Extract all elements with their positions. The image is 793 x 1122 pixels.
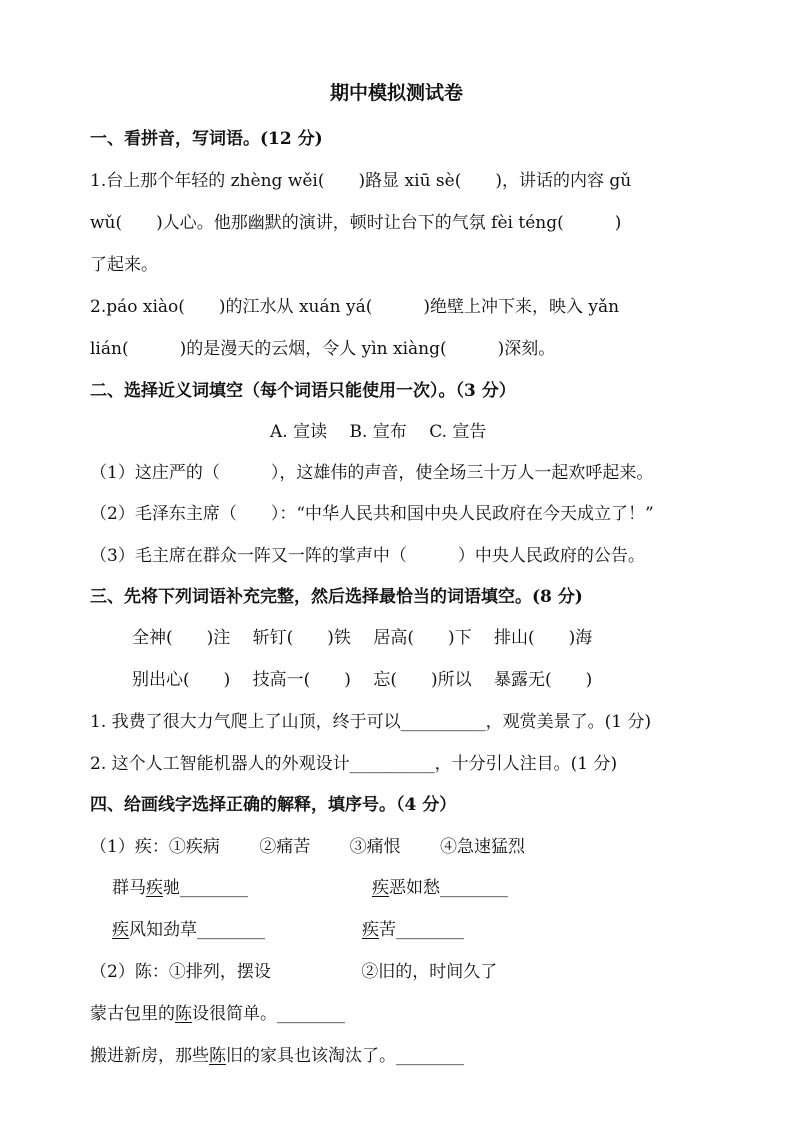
underlined-char: 陈 — [209, 1046, 226, 1066]
section-4-heading: 四、给画线字选择正确的解释，填序号。（4 分） — [90, 795, 457, 815]
s3-words-row-2: 别出心( ) 技高一( ) 忘( )所以 暴露无( ) — [132, 670, 593, 690]
s4-item-a: 群马疾驰________ — [112, 878, 248, 898]
s4-part-2-options: （2）陈：①排列，摆设 ②旧的，时间久了 — [90, 962, 498, 982]
s4-item-c: 疾风知劲草________ — [112, 920, 265, 940]
s1-line-4: 2.páo xiào( )的江水从 xuán yá( )绝壁上冲下来，映入 yǎn — [90, 297, 620, 317]
s3-question-1: 1. 我费了很大力气爬上了山顶，终于可以__________，观赏美景了。(1 分) — [90, 712, 652, 732]
underlined-char: 疾 — [372, 878, 389, 898]
underlined-char: 疾 — [112, 920, 129, 940]
s1-line-1: 1.台上那个年轻的 zhèng wěi( )路显 xiū sè( )，讲话的内容 gǔ — [90, 171, 632, 191]
section-3-heading: 三、先将下列词语补充完整，然后选择最恰当的词语填空。(8 分) — [90, 587, 583, 607]
s4-item-e: 蒙古包里的陈设很简单。________ — [90, 1004, 345, 1024]
s4-item-b: 疾恶如愁________ — [372, 878, 508, 898]
section-2-heading: 二、选择近义词填空（每个词语只能使用一次）。（3 分） — [90, 381, 516, 401]
s1-line-5: lián( )的是漫天的云烟，令人 yìn xiàng( )深刻。 — [90, 339, 556, 359]
s3-question-2: 2. 这个人工智能机器人的外观设计__________，十分引人注目。(1 分) — [90, 754, 618, 774]
s2-question-1: （1）这庄严的（ ），这雄伟的声音，使全场三十万人一起欢呼起来。 — [90, 463, 654, 483]
s4-item-d: 疾苦________ — [362, 920, 464, 940]
underlined-char: 陈 — [175, 1004, 192, 1024]
page-title: 期中模拟测试卷 — [329, 82, 463, 104]
s2-question-2: （2）毛泽东主席（ ）：“中华人民共和国中央人民政府在今天成立了！” — [90, 504, 654, 524]
s4-item-f: 搬进新房，那些陈旧的家具也该淘汰了。________ — [90, 1046, 464, 1066]
s4-part-1-options: （1）疾：①疾病 ②痛苦 ③痛恨 ④急速猛烈 — [90, 837, 526, 857]
underlined-char: 疾 — [362, 920, 379, 940]
underlined-char: 疾 — [146, 878, 163, 898]
s3-words-row-1: 全神( )注 斩钉( )铁 居高( )下 排山( )海 — [132, 628, 593, 648]
s2-options: A. 宣读 B. 宣布 C. 宣告 — [270, 422, 487, 442]
s1-line-3: 了起来。 — [90, 255, 158, 275]
s2-question-3: （3）毛主席在群众一阵又一阵的掌声中（ ）中央人民政府的公告。 — [90, 546, 645, 566]
section-1-heading: 一、看拼音，写词语。(12 分) — [90, 129, 323, 149]
s1-line-2: wǔ( )人心。他那幽默的演讲，顿时让台下的气氛 fèi téng( ) — [90, 213, 622, 233]
